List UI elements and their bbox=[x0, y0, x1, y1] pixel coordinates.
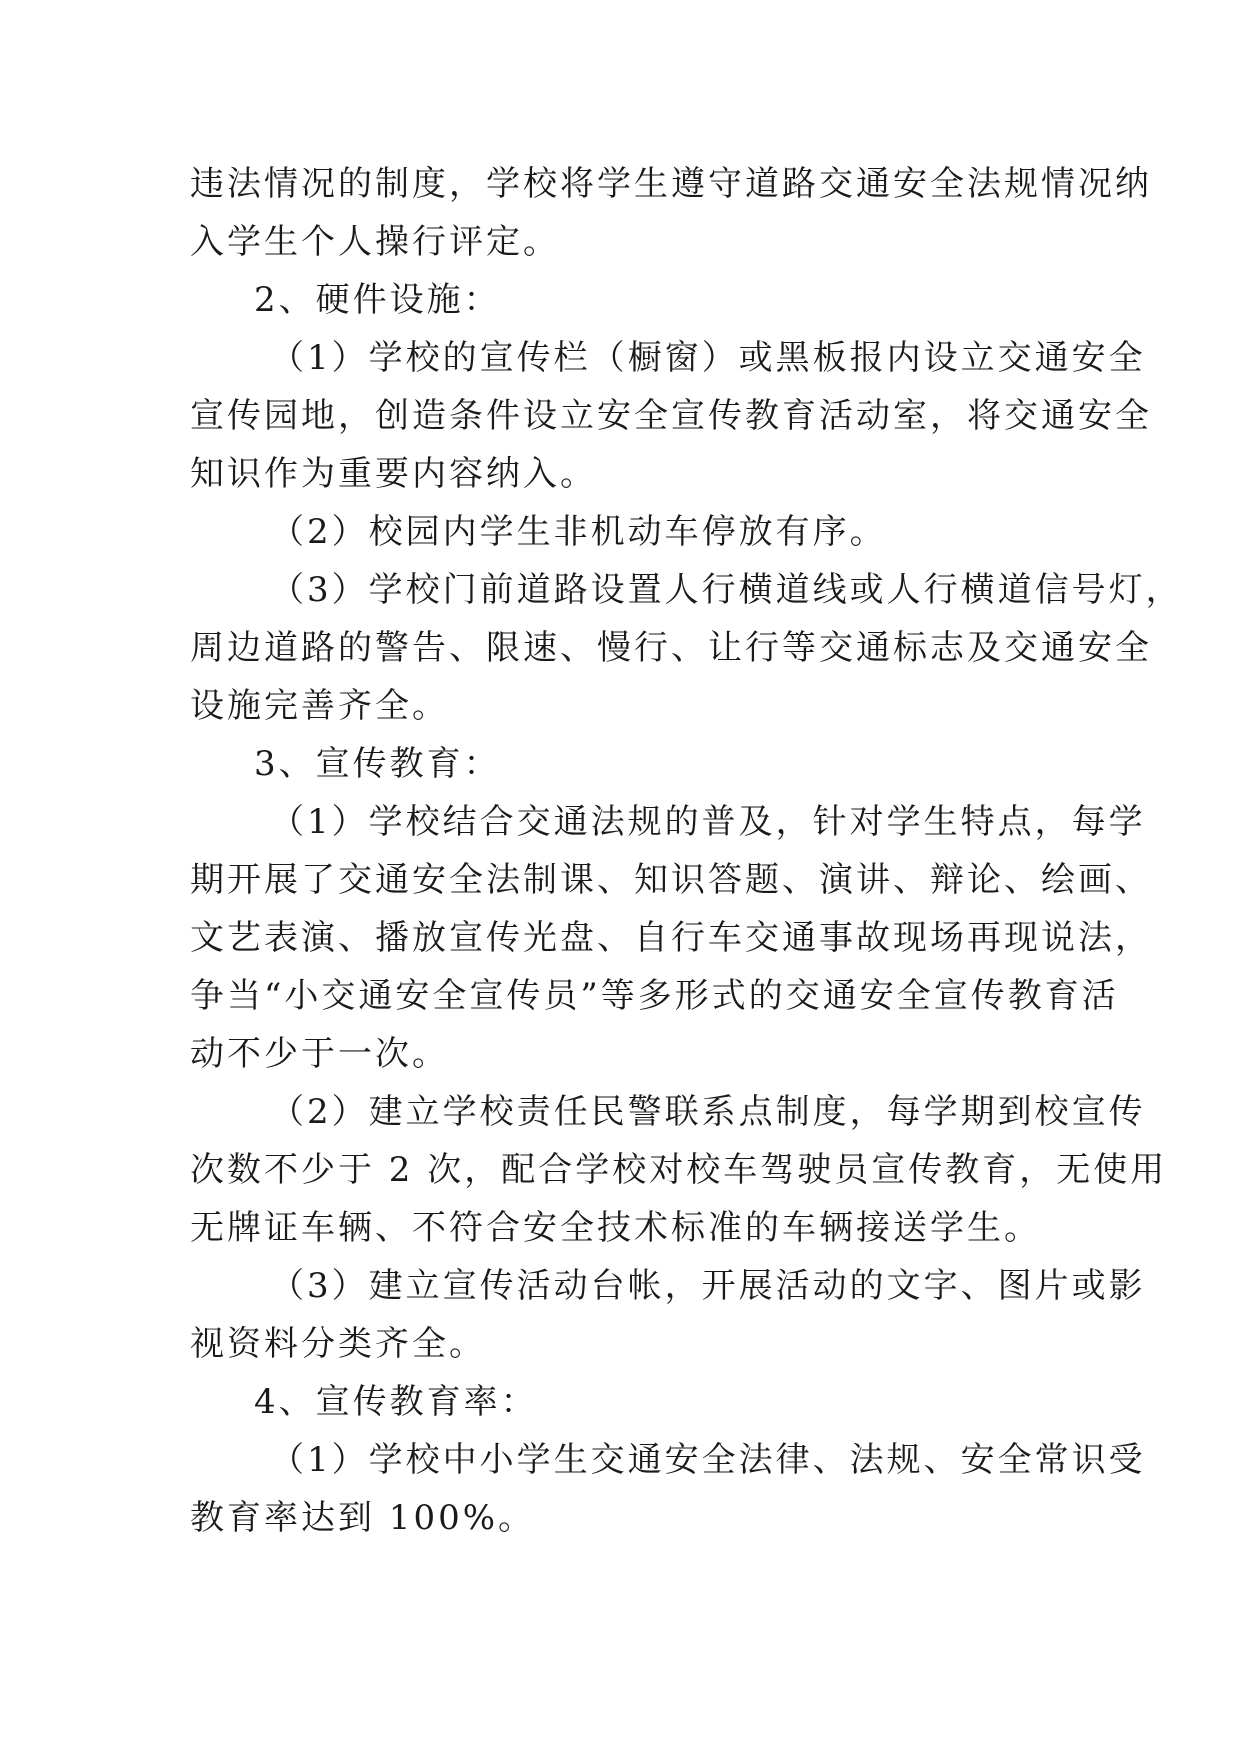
paragraph-line: （1）学校结合交通法规的普及，针对学生特点，每学 bbox=[270, 802, 1146, 842]
paragraph-line: 入学生个人操行评定。 bbox=[190, 222, 560, 262]
paragraph-line: 争当“小交通安全宣传员”等多形式的交通安全宣传教育活 bbox=[190, 976, 1119, 1016]
paragraph-line: 文艺表演、播放宣传光盘、自行车交通事故现场再现说法， bbox=[190, 918, 1152, 958]
paragraph-line: （1）学校中小学生交通安全法律、法规、安全常识受 bbox=[270, 1440, 1146, 1480]
paragraph-line: 次数不少于 2 次，配合学校对校车驾驶员宣传教育，无使用 bbox=[190, 1150, 1168, 1190]
paragraph-line: 无牌证车辆、不符合安全技术标准的车辆接送学生。 bbox=[190, 1208, 1041, 1248]
section-heading: 3、宣传教育： bbox=[254, 744, 501, 784]
paragraph-line: （3）建立宣传活动台帐，开展活动的文字、图片或影 bbox=[270, 1266, 1146, 1306]
document-page bbox=[190, 155, 1183, 1547]
paragraph-line: （1）学校的宣传栏（橱窗）或黑板报内设立交通安全 bbox=[270, 338, 1146, 378]
paragraph-line: （2）校园内学生非机动车停放有序。 bbox=[270, 512, 887, 552]
paragraph-line: 动不少于一次。 bbox=[190, 1034, 449, 1074]
paragraph-line: 设施完善齐全。 bbox=[190, 686, 449, 726]
paragraph-line: 周边道路的警告、限速、慢行、让行等交通标志及交通安全 bbox=[190, 628, 1152, 668]
paragraph-line: 知识作为重要内容纳入。 bbox=[190, 454, 597, 494]
paragraph-line: 教育率达到 100%。 bbox=[190, 1498, 536, 1538]
paragraph-line: 期开展了交通安全法制课、知识答题、演讲、辩论、绘画、 bbox=[190, 860, 1152, 900]
paragraph-line: 宣传园地，创造条件设立安全宣传教育活动室，将交通安全 bbox=[190, 396, 1152, 436]
section-heading: 4、宣传教育率： bbox=[254, 1382, 538, 1422]
paragraph-line: 视资料分类齐全。 bbox=[190, 1324, 486, 1364]
paragraph-line: （3）学校门前道路设置人行横道线或人行横道信号灯， bbox=[270, 570, 1183, 610]
section-heading: 2、硬件设施： bbox=[254, 280, 501, 320]
paragraph-line: 违法情况的制度，学校将学生遵守道路交通安全法规情况纳 bbox=[190, 164, 1152, 204]
paragraph-line: （2）建立学校责任民警联系点制度，每学期到校宣传 bbox=[270, 1092, 1146, 1132]
